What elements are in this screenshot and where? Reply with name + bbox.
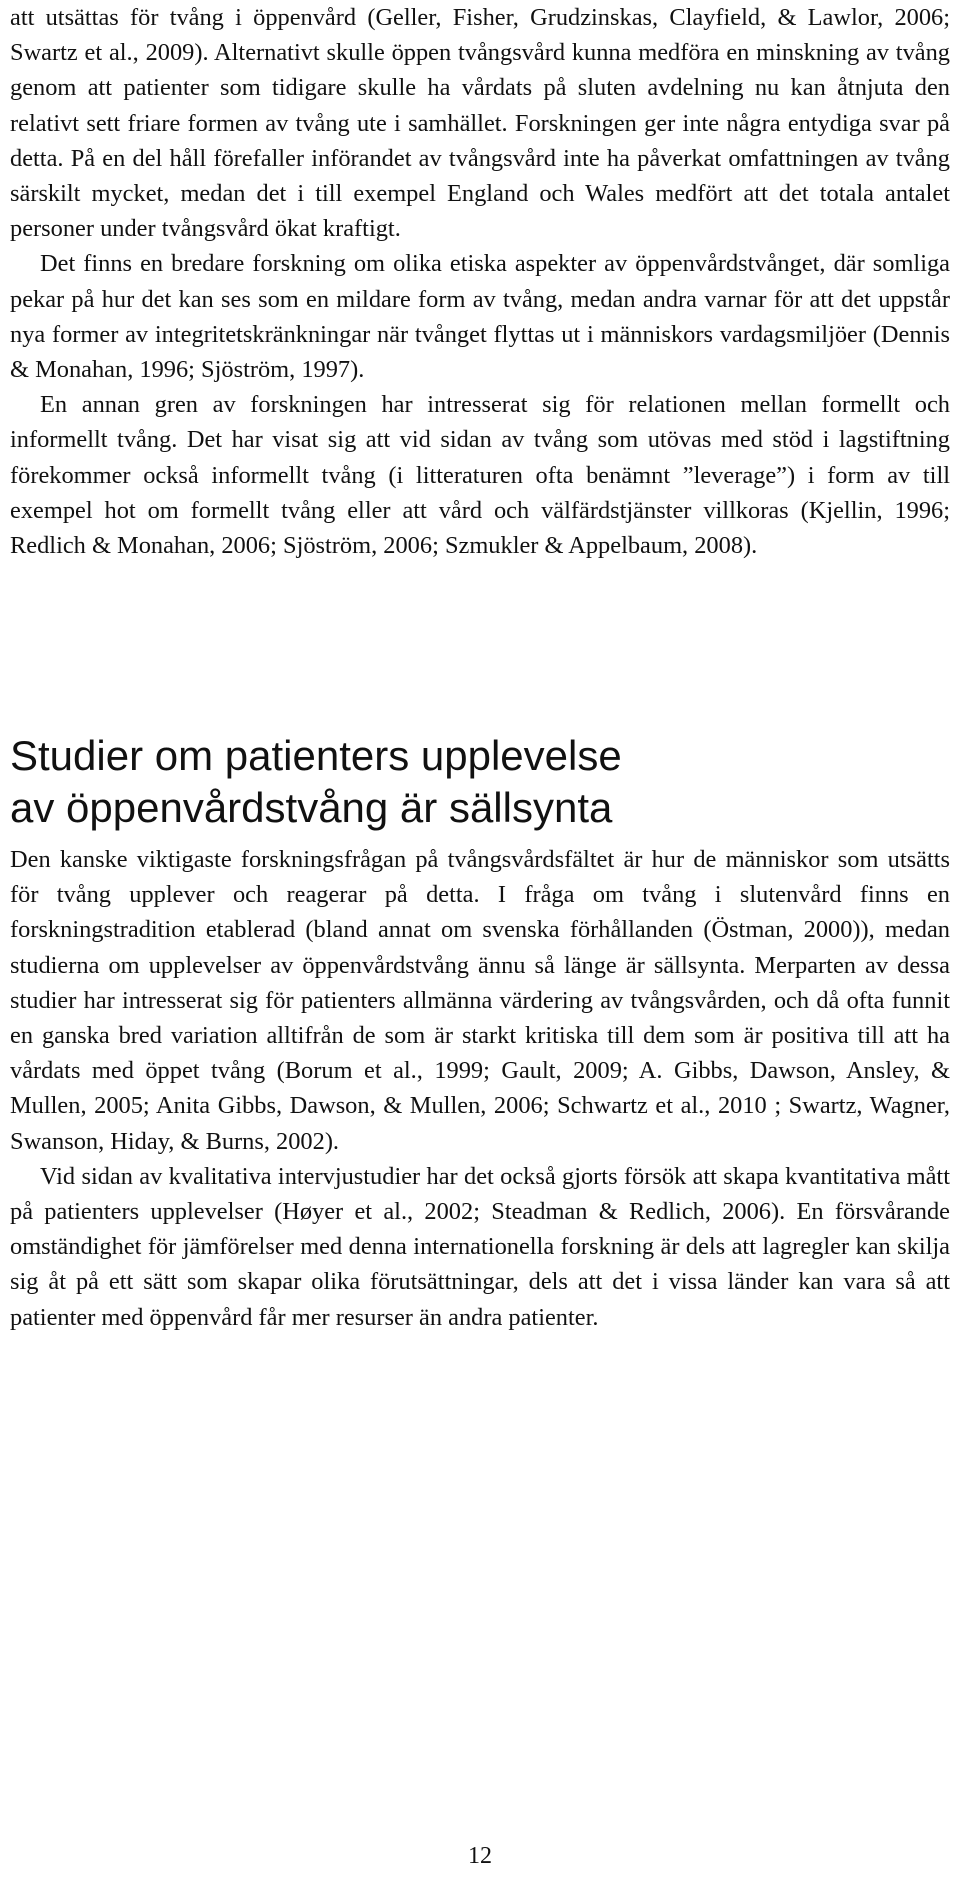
paragraph-5: Vid sidan av kvalitativa intervjustudier har det också gjorts försök att skapa kvantitativa mått på patienters upplevelser (Høyer et al., 2002; Steadman & Redlich, 2006). En försvårande omständighet för jämförelser med denna internationella forskning är dels att lagregler kan skilja sig åt på ett sätt som skapar olika förutsättningar, dels att det i vissa länder kan vara så att patienter med öppenvård får mer resurser än andra patienter. xyxy=(10,1162,950,1331)
text-block-after-heading xyxy=(10,842,950,1335)
paragraph-1: att utsättas för tvång i öppenvård (Geller, Fisher, Grudzinskas, Clayfield, & Lawlor, 2006; Swartz et al., 2009). Alternativt skulle öppen tvångsvård kunna medföra en minskning av tvång genom att patienter som tidigare skulle ha vårdats på sluten avdelning nu kan åtnjuta den relativt sett friare formen av tvång ute i samhället. Forskningen ger inte några entydiga svar på detta. På en del håll förefaller införandet av tvångsvård inte ha påverkat omfattningen av tvång särskilt mycket, medan det i till exempel England och Wales medfört att det totala antalet personer under tvångsvård ökat kraftigt. xyxy=(10,4,950,243)
paragraph-4: Den kanske viktigaste forskningsfrågan på tvångsvårdsfältet är hur de människor som utsätts för tvång upplever och reagerar på detta. I fråga om tvång i slutenvård finns en forskningstradition etablerad (bland annat om svenska förhållanden (Östman, 2000)), medan studierna om upplevelser av öppenvårdstvång ännu så länge är sällsynta. Merparten av dessa studier har intresserat sig för patienters allmänna värdering av tvångsvården, och då ofta funnit en ganska bred variation alltifrån de som är starkt kritiska till dem som är positiva till att ha vårdats med öppet tvång (Borum et al., 1999; Gault, 2009; A. Gibbs, Dawson, Ansley, & Mullen, 2005; Anita Gibbs, Dawson, & Mullen, 2006; Schwartz et al., 2010 ; Swartz, Wagner, Swanson, Hiday, & Burns, 2002). xyxy=(10,846,950,1155)
section-heading-line-2: av öppenvårdstvång är sällsynta xyxy=(10,784,613,831)
text-block-before-heading xyxy=(10,0,950,563)
paragraph-2: Det finns en bredare forskning om olika etiska aspekter av öppenvårdstvånget, där somliga pekar på hur det kan ses som en mildare form av tvång, medan andra varnar för att det uppstår nya former av integritetskränkningar när tvånget flyttas ut i människors vardagsmiljöer (Dennis & Monahan, 1996; Sjöström, 1997). xyxy=(10,250,950,384)
section-heading xyxy=(10,730,950,834)
section-heading-line-1: Studier om patienters upplevelse xyxy=(10,732,622,779)
paragraph-3: En annan gren av forskningen har intresserat sig för relationen mellan formellt och informellt tvång. Det har visat sig att vid sidan av tvång som utövas med stöd i lagstiftning förekommer också informellt tvång (i litteraturen ofta benämnt ”leverage”) i form av till exempel hot om formellt tvång eller att vård och välfärdstjänster villkoras (Kjellin, 1996; Redlich & Monahan, 2006; Sjöström, 2006; Szmukler & Appelbaum, 2008). xyxy=(10,391,950,560)
page-number: 12 xyxy=(468,1843,492,1869)
